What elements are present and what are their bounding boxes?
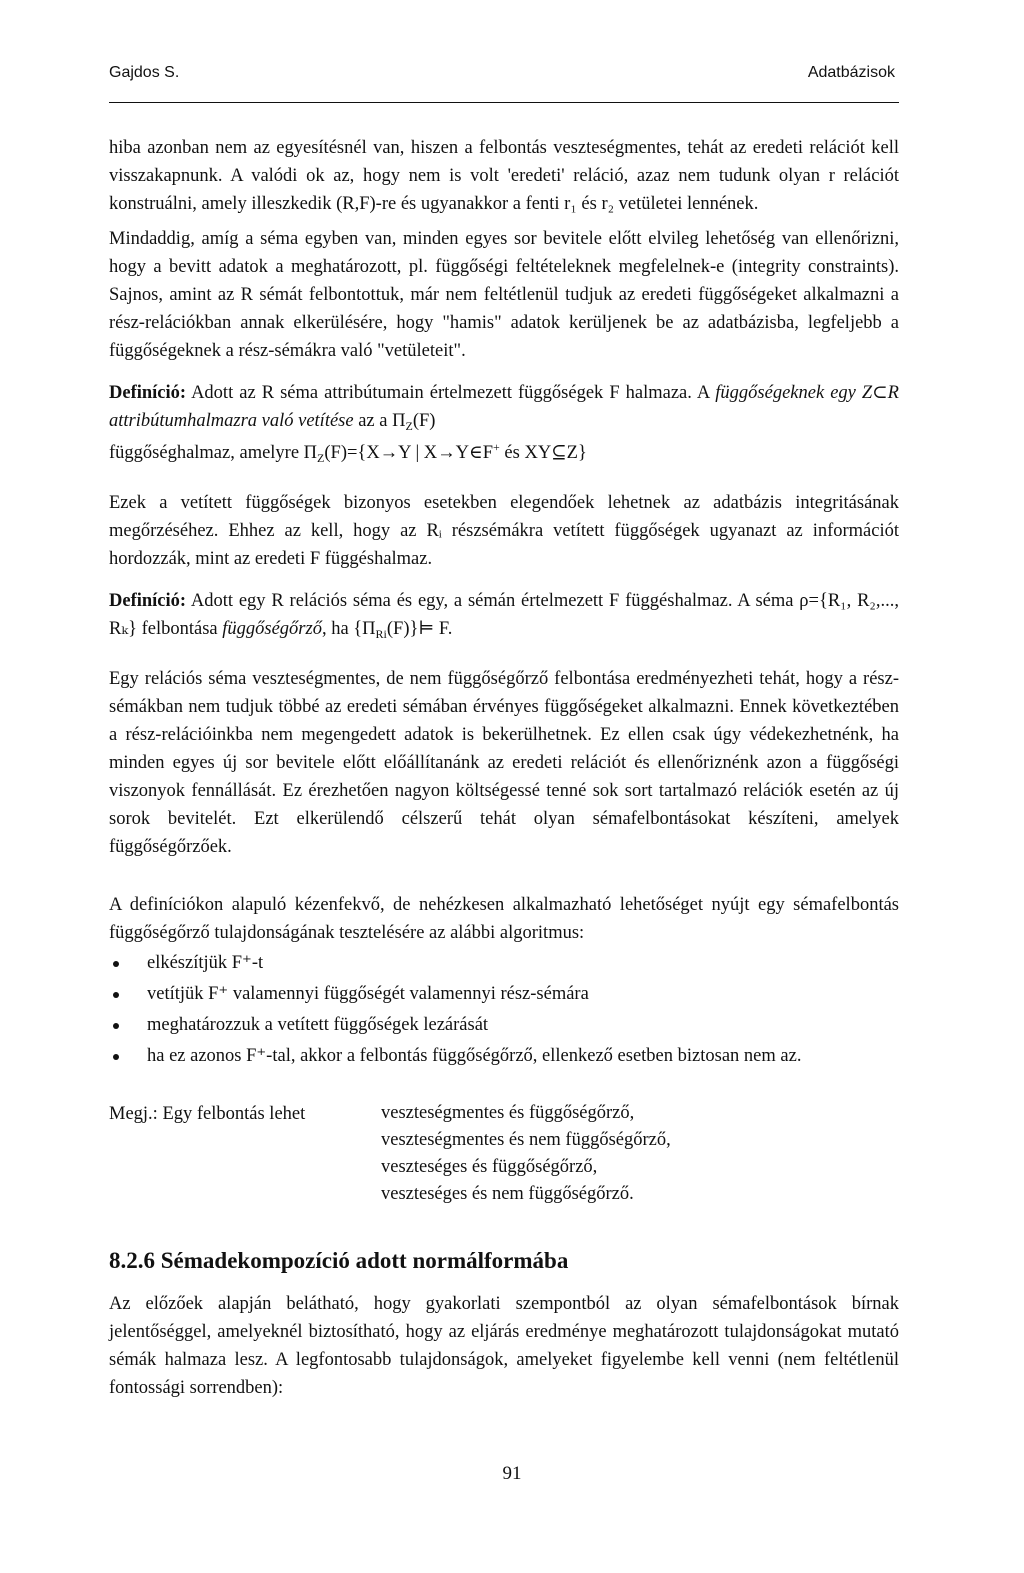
note-item: veszteséges és függőségőrző, bbox=[381, 1157, 598, 1177]
definition-2 bbox=[109, 587, 899, 643]
list-item: vetítjük F⁺ valamennyi függőségét valamennyi rész-sémára bbox=[109, 980, 899, 1008]
definition-2-term: függőségőrző bbox=[222, 619, 322, 639]
note-items bbox=[381, 1100, 671, 1208]
definition-2-text-c: (F)}⊨ F. bbox=[386, 619, 453, 639]
definition-1 bbox=[109, 379, 899, 435]
note-item: veszteségmentes és nem függőségőrző, bbox=[381, 1130, 671, 1150]
header-divider bbox=[109, 102, 899, 103]
definition-1-text-c: (F) bbox=[412, 411, 436, 431]
page-body bbox=[109, 134, 899, 1402]
page-number: 91 bbox=[502, 1463, 522, 1484]
definition-1-label: Definíció: bbox=[109, 383, 187, 403]
list-item: meghatározzuk a vetített függőségek lezárását bbox=[109, 1011, 899, 1039]
definition-2-text-a: Adott egy R relációs séma és egy, a sémán értelmezett F függéshalmaz. A séma ρ={R₁, R₂,..., Rₖ} felbontása bbox=[109, 591, 899, 639]
definition-1-sub: Z bbox=[405, 419, 413, 433]
note-label: Megj.: Egy felbontás lehet bbox=[109, 1104, 306, 1124]
paragraph-6: Az előzőek alapján belátható, hogy gyakorlati szempontból az olyan sémafelbontások bírnak jelentőséggel, amelyeknél biztosítható, hogy az eljárás eredménye meghatározott tulajdonságokat mutató sémák halmaza lesz. A legfontosabb tulajdonságok, amelyeket figyelembe kell venni (nem feltétlenül fontossági sorrendben): bbox=[109, 1294, 899, 1398]
definition-1-line2-sub: Z bbox=[317, 451, 325, 465]
paragraph-4: Egy relációs séma veszteségmentes, de nem függőségőrző felbontása eredményezheti tehát, hogy a rész-sémákban nem tudjuk többé az eredeti sémában érvényes függőségeket alkalmazni. Ennek következtében a rész-relációinkba nem megengedett adatok is bekerülhetnek. Ez ellen csak úgy védekezhetnénk, ha minden egyes új sor bevitele előtt előállítanánk az eredeti relációt és ellenőriznénk azon a függőségi viszonyok fennállását. Ez érezhetően nagyon költségessé tenné sok sort tartalmazó relációk esetén az új sorok bevitelét. Ezt elkerülendő célszerű tehát olyan sémafelbontásokat készíteni, amelyek függőségőrzőek. bbox=[109, 669, 899, 857]
definition-1-line2-sup: + bbox=[493, 440, 500, 454]
running-header-title: Adatbázisok bbox=[807, 64, 895, 81]
definition-1-text-b: az a Π bbox=[353, 411, 406, 431]
note-item: veszteséges és nem függőségőrző. bbox=[381, 1184, 634, 1204]
definition-1-line2-c: és XY⊆Z} bbox=[499, 443, 587, 463]
note-block bbox=[109, 1100, 899, 1208]
paragraph-1: hiba azonban nem az egyesítésnél van, hiszen a felbontás veszteségmentes, tehát az eredeti relációt kell visszakapnunk. A valódi ok az, hogy nem is volt 'eredeti' reláció, azaz nem tudunk olyan r relációt konstruálni, amely illeszkedik (R,F)-re és ugyanakkor a fenti r₁ és r₂ vetületei lennének. bbox=[109, 138, 899, 214]
paragraph-3: Ezek a vetített függőségek bizonyos esetekben elegendőek lehetnek az adatbázis integritásának megőrzéséhez. Ehhez az kell, hogy az Rᵢ részsémákra vetített függőségek ugyanazt az információt hordozzák, mint az eredeti F függéshalmaz. bbox=[109, 493, 899, 569]
definition-1-formula bbox=[109, 439, 899, 467]
note-item: veszteségmentes és függőségőrző, bbox=[381, 1103, 635, 1123]
paragraph-5: A definíciókon alapuló kézenfekvő, de nehézkesen alkalmazható lehetőséget nyújt egy sémafelbontás függőségőrző tulajdonságának tesztelésére az alábbi algoritmus: bbox=[109, 895, 899, 943]
algorithm-list bbox=[109, 949, 899, 1070]
running-header-author: Gajdos S. bbox=[109, 64, 180, 81]
list-item: ha ez azonos F⁺-tal, akkor a felbontás függőségőrző, ellenkező esetben biztosan nem az. bbox=[109, 1042, 899, 1070]
definition-2-sub: Ri bbox=[375, 627, 387, 641]
definition-2-label: Definíció: bbox=[109, 591, 187, 611]
list-item: elkészítjük F⁺-t bbox=[109, 949, 899, 977]
definition-1-line2-b: (F)={X→Y | X→Y∈F bbox=[324, 443, 494, 463]
definition-1-term: függőségeknek egy Z⊂R attribútumhalmazra való vetítése bbox=[109, 383, 899, 431]
definition-1-text-a: Adott az R séma attribútumain értelmezett függőségek F halmaza. A bbox=[186, 383, 716, 403]
definition-1-line2-a: függőséghalmaz, amelyre Π bbox=[109, 443, 318, 463]
paragraph-2: Mindaddig, amíg a séma egyben van, minden egyes sor bevitele előtt elvileg lehetőség van ellenőrizni, hogy a bevitt adatok a meghatározott, pl. függőségi feltételeknek megfelelnek-e (integrity constraints). Sajnos, amint az R sémát felbontottuk, már nem feltétlenül tudjuk az eredeti függőségeket alkalmazni a rész-relációkban annak elkerülésére, hogy "hamis" adatok kerüljenek be az adatbázisba, legfeljebb a függőségeknek a rész-sémákra való "vetületeit". bbox=[109, 229, 899, 361]
section-heading: 8.2.6 Sémadekompozíció adott normálformába bbox=[109, 1248, 569, 1273]
definition-2-text-b: , ha {Π bbox=[321, 619, 376, 639]
